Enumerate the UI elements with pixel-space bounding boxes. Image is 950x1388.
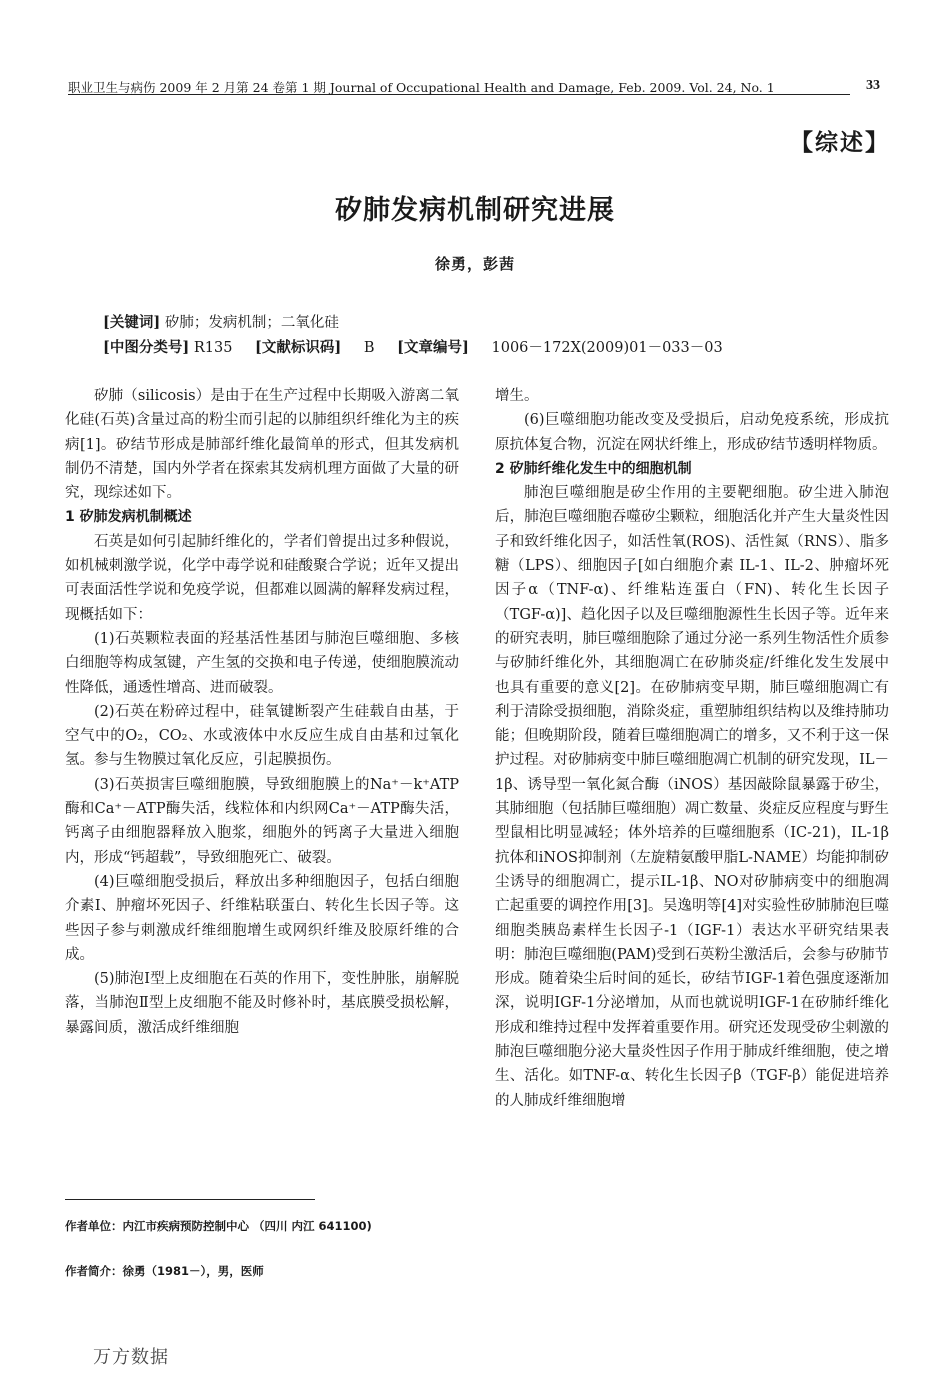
section-tag: 【综述】 — [790, 129, 890, 156]
list-item: (3)石英损害巨噬细胞膜，导致细胞膜上的Na⁺－k⁺ATP酶和Ca⁺－ATP酶失活，线粒体和内织网Ca⁺－ATP酶失活，钙离子由细胞器释放入胞浆，细胞外的钙离子大量进入细胞内，形成“钙超载”，导致细胞死亡、破裂。 — [65, 776, 459, 866]
doc-code-label: [文献标识码] — [255, 339, 342, 356]
section-1-paragraph: 石英是如何引起肺纤维化的，学者们曾提出过多种假说，如机械刺激学说，化学中毒学说和硅酸聚合学说；近年又提出可表面活性学说和免疫学说，但都难以圆满的解释发病过程，现概括如下： — [65, 533, 459, 623]
list-item-continuation: 增生。 — [495, 388, 539, 404]
list-item: (4)巨噬细胞受损后，释放出多种细胞因子，包括白细胞介素Ⅰ、肿瘤坏死因子、纤维粘联蛋白、转化生长因子等。这些因子参与刺激成纤维细胞增生或网织纤维及胶原纤维的合成。 — [65, 873, 459, 963]
class-label: [中图分类号] — [103, 339, 190, 356]
list-item: (1)石英颗粒表面的羟基活性基团与肺泡巨噬细胞、多核白细胞等构成氢键，产生氢的交换和电子传递，使细胞膜流动性降低，通透性增高、进而破裂。 — [65, 630, 459, 696]
list-item: (2)石英在粉碎过程中，硅氧键断裂产生硅载自由基，于空气中的O₂，CO₂、水或液体中水反应生成自由基和过氧化氢。参与生物膜过氧化反应，引起膜损伤。 — [65, 703, 459, 769]
author-bio: 作者简介：徐勇（1981－），男，医师 — [65, 1264, 264, 1278]
database-watermark: 万方数据 — [93, 1347, 169, 1368]
class-value: R135 — [193, 340, 233, 356]
list-item: (5)肺泡Ⅰ型上皮细胞在石英的作用下，变性肿胀，崩解脱落，当肺泡Ⅱ型上皮细胞不能及时修补时，基底膜受损松解，暴露间质，激活成纤维细胞 — [65, 971, 459, 1036]
doc-code-value: B — [363, 340, 375, 356]
keywords-label: [关键词] — [103, 314, 161, 331]
author-affiliation: 作者单位：内江市疾病预防控制中心 （四川 内江 641100) — [65, 1219, 372, 1233]
article-number-value: 1006－172X(2009)01－033－03 — [491, 340, 723, 356]
left-column — [65, 384, 459, 1040]
journal-citation: 职业卫生与病伤 2009 年 2 月第 24 卷第 1 期 Journal of Occupational Health and Damage, Feb. 2009. Vol. 24, No. 1 — [68, 80, 775, 95]
section-2-heading: 2 矽肺纤维化发生中的细胞机制 — [495, 460, 692, 477]
section-1-heading: 1 矽肺发病机制概述 — [65, 509, 192, 526]
intro-paragraph: 矽肺（silicosis）是由于在生产过程中长期吸入游离二氧化硅(石英)含量过高的粉尘而引起的以肺组织纤维化为主的疾病[1]。矽结节形成是肺部纤维化最简单的形式，但其发病机制仍不清楚，国内外学者在探索其发病机理方面做了大量的研究，现综述如下。 — [65, 388, 459, 502]
list-item: (6)巨噬细胞功能改变及受损后，启动免疫系统，形成抗原抗体复合物，沉淀在网状纤维上，形成矽结节透明样物质。 — [495, 412, 889, 453]
right-column — [495, 384, 889, 1113]
keywords-line — [103, 311, 339, 332]
article-number-label: [文章编号] — [397, 339, 469, 356]
page-number: 33 — [866, 78, 880, 93]
keywords-value: 矽肺；发病机制；二氧化硅 — [164, 315, 339, 331]
running-header — [68, 64, 880, 95]
footnote-divider — [65, 1199, 315, 1200]
classification-line — [103, 336, 723, 357]
section-2-paragraph: 肺泡巨噬细胞是矽尘作用的主要靶细胞。矽尘进入肺泡后，肺泡巨噬细胞吞噬矽尘颗粒，细胞活化并产生大量炎性因子和致纤维化因子，如活性氧(ROS)、活性氮（RNS）、脂多糖（LPS）、细胞因子[如白细胞介素 IL-1、IL-2、肿瘤坏死因子α（TNF-α)、纤维粘连蛋白（FN)、转化生长因子（TGF-α)]、趋化因子以及巨噬细胞源性生长因子等。近年来的研究表明，肺巨噬细胞除了通过分泌一系列生物活性介质参与矽肺纤维化外，其细胞凋亡在矽肺炎症/纤维化发生发展中也具有重要的意义[2]。在矽肺病变早期，肺巨噬细胞凋亡有利于清除受损细胞，消除炎症，重塑肺组织结构以及维持肺功能；但晚期阶段，随着巨噬细胞凋亡的增多，又不利于这一保护过程。对矽肺病变中肺巨噬细胞凋亡机制的研究发现，IL－1β、诱导型一氧化氮合酶（iNOS）基因敲除鼠暴露于矽尘，其肺细胞（包括肺巨噬细胞）凋亡数量、炎症反应程度与野生型鼠相比明显减轻；体外培养的巨噬细胞系（IC-21)，IL-1β抗体和iNOS抑制剂（左旋精氨酸甲脂L-NAME）均能抑制矽尘诱导的细胞凋亡，提示IL-1β、NO对矽肺病变中的细胞凋亡起重要的调控作用[3]。吴逸明等[4]对实验性矽肺肺泡巨噬细胞类胰岛素样生长因子-1（IGF-1）表达水平研究结果表明：肺泡巨噬细胞(PAM)受到石英粉尘激活后，会参与矽肺节形成。随着染尘后时间的延长，矽结节IGF-1着色强度逐渐加深，说明IGF-1分泌增加，从而也就说明IGF-1在矽肺纤维化形成和维持过程中发挥着重要作用。研究还发现受矽尘刺激的肺泡巨噬细胞分泌大量炎性因子作用于肺成纤维细胞，使之增生、活化。如TNF-α、转化生长因子β（TGF-β）能促进培养的人肺成纤维细胞增 — [495, 485, 889, 1109]
article-title: 矽肺发病机制研究进展 — [335, 195, 615, 226]
article-authors: 徐勇，彭茜 — [434, 255, 515, 273]
